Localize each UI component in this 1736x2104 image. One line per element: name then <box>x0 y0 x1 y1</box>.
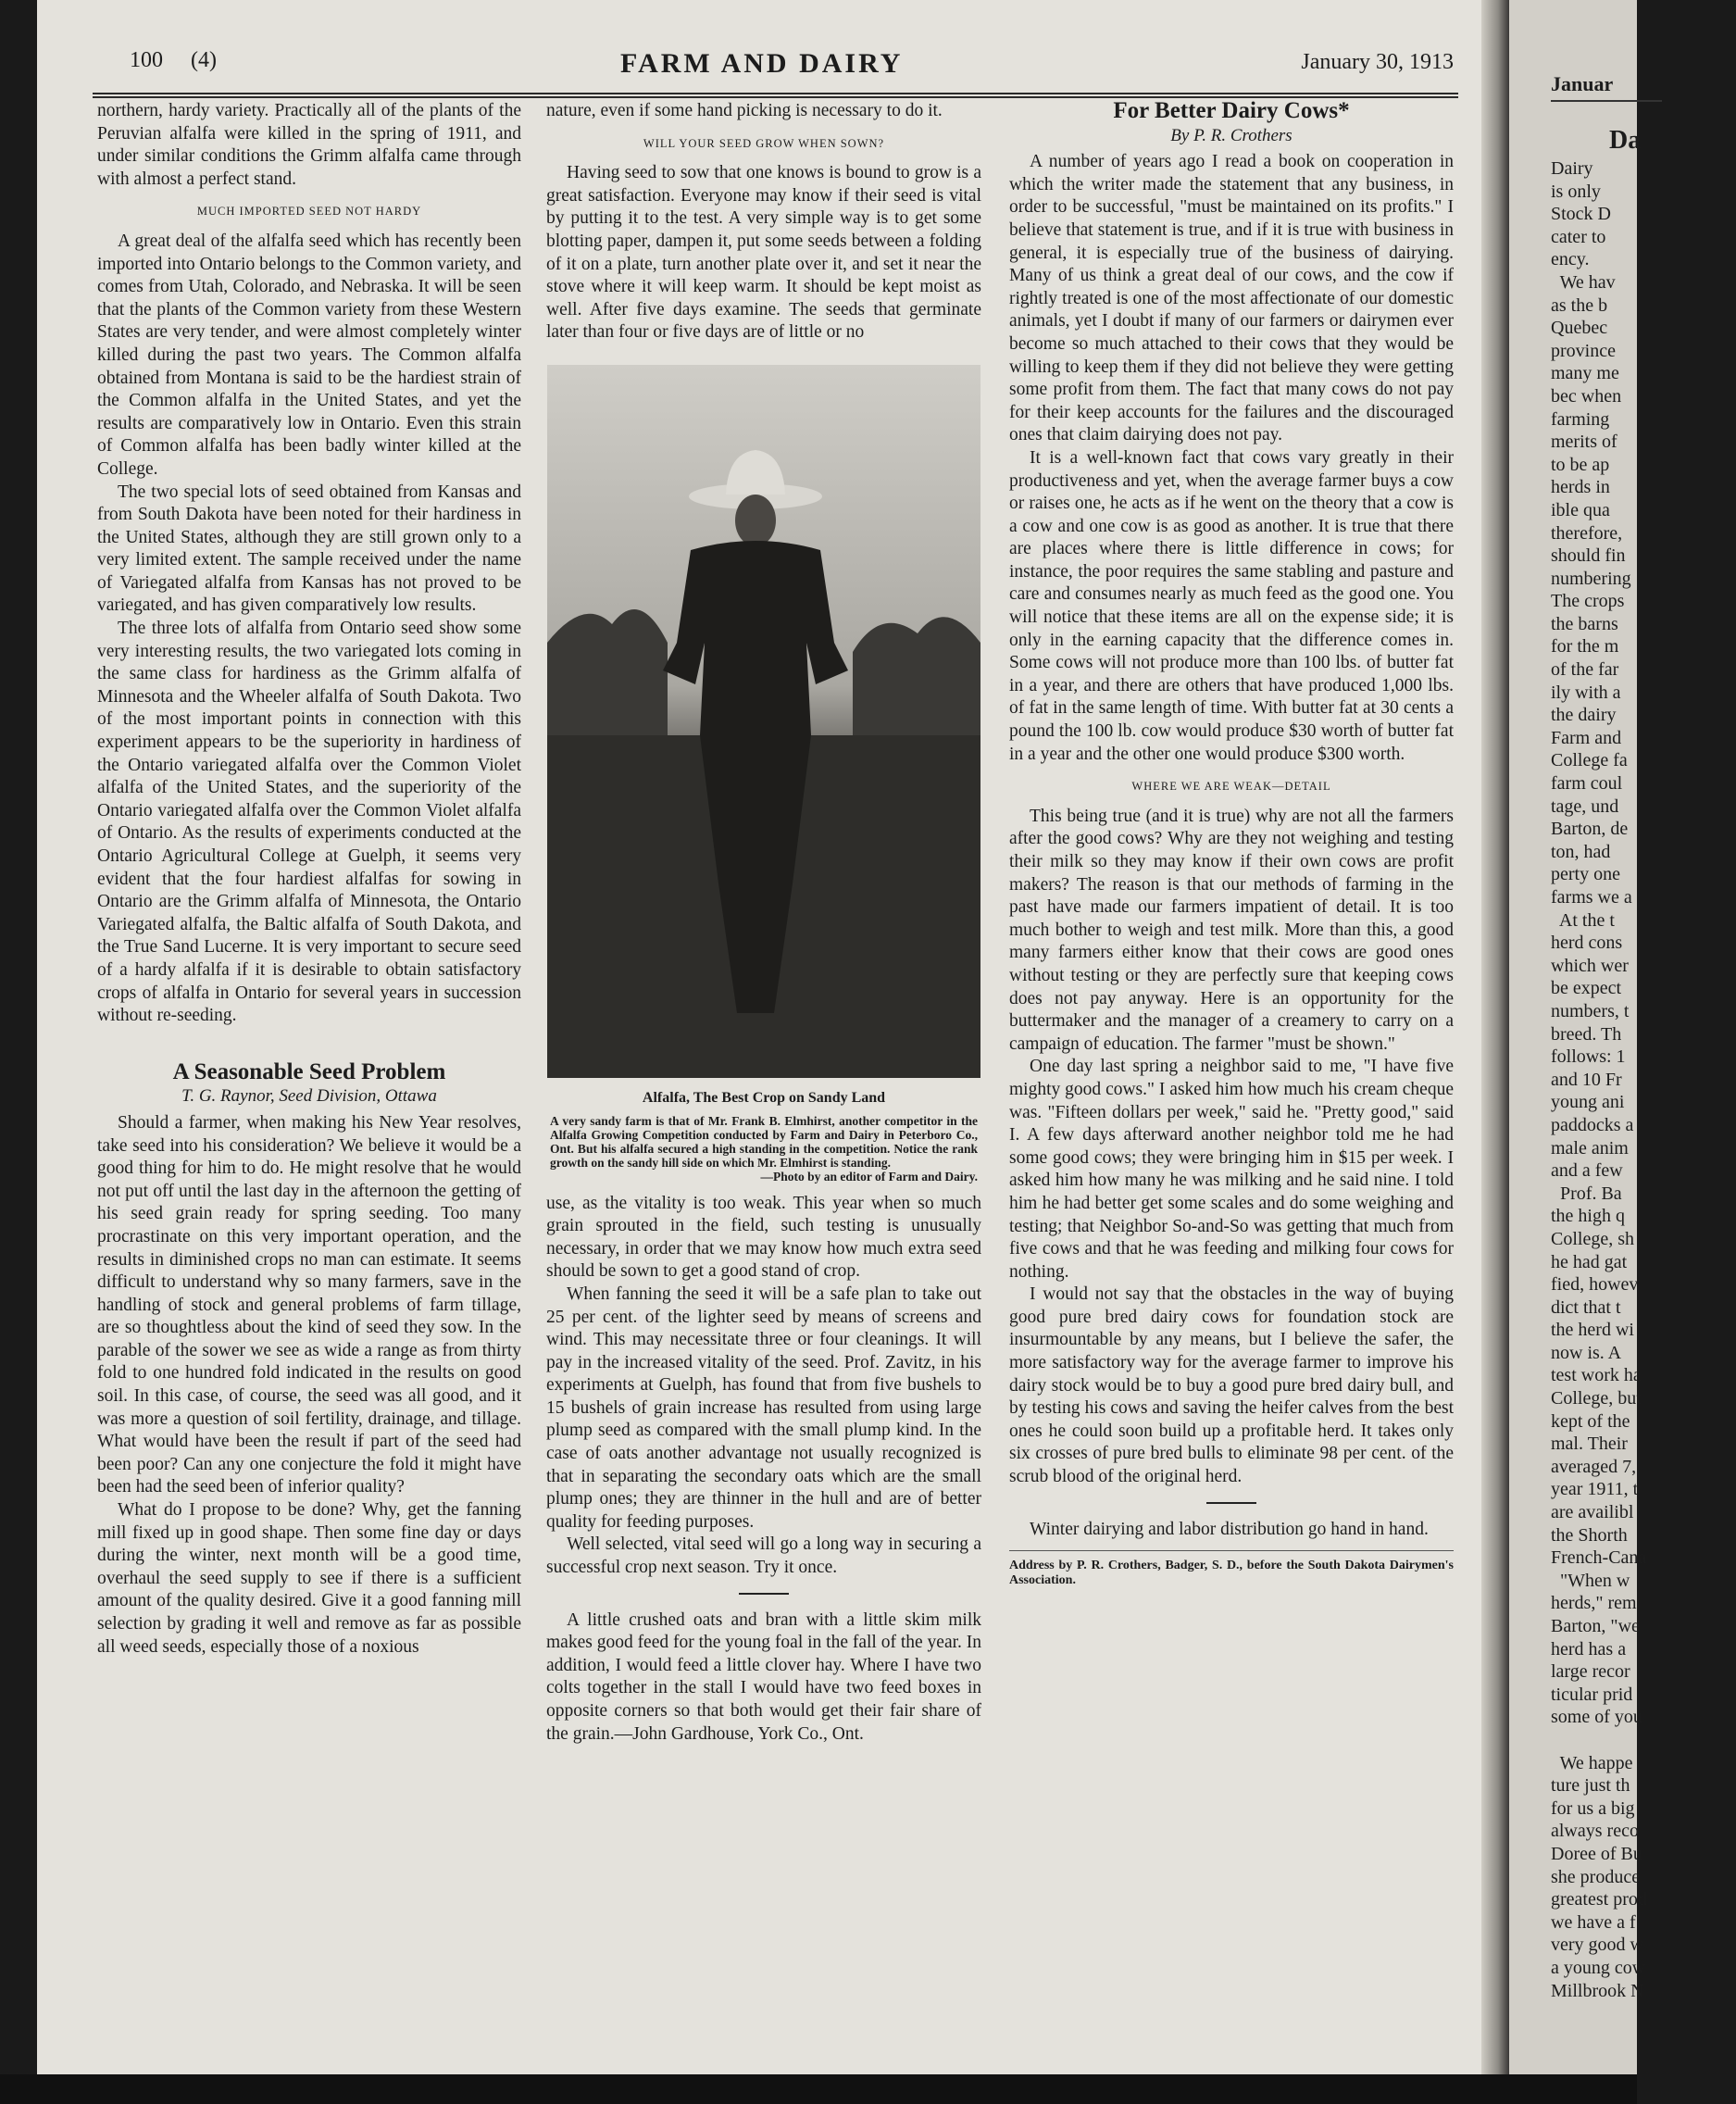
paragraph: Having seed to sow that one knows is bound to grow is a great satisfaction. Everyone may know if their seed is vital by putting it to the test. A very simple way is to get some blotting paper, dampen it, put some seeds between a folding of it on a plate, turn another plate over it, and set it near the stove where it will keep warm. It should be kept moist as well. After five days examine. The seeds that germinate later than four or five days are of little or no <box>546 163 981 343</box>
scan-bottom-edge <box>0 2074 1637 2104</box>
photo-caption-title: Alfalfa, The Best Crop on Sandy Land <box>642 1089 886 1106</box>
paragraph: The two special lots of seed obtained from Kansas and from South Dakota have been noted for their hardiness in the United States, although they are still grown only to a very limited extent. The sample received under the name of Variegated alfalfa from Kansas has not proved to be variegated, and has given comparatively low results. <box>97 482 521 616</box>
section-subhead: WILL YOUR SEED GROW WHEN SOWN? <box>643 136 885 150</box>
adjacent-page <box>1509 0 1647 2104</box>
article-byline: T. G. Raynor, Seed Division, Ottawa <box>181 1086 437 1107</box>
paragraph: nature, even if some hand picking is necessary to do it. <box>546 101 943 120</box>
newspaper-title: FARM AND DAIRY <box>620 48 904 79</box>
paragraph: The three lots of alfalfa from Ontario seed show some very interesting results, the two variegated lots coming in the same class for hardiness as the Grimm alfalfa of Minnesota and the Wheeler alfalfa of South Dakota. Two of the most important points in connection with this experiment appears to be the superiority in hardiness of the Ontario variegated alfalfa over the Common Violet alfalfa of the United States, and the superiority of the Ontario variegated alfalfa over the Common Violet alfalfa of Ontario. As the results of experiments conducted at the Ontario Agricultural College at Guelph, it seems very evident that the four hardiest alfalfas for sowing in Ontario are the Grimm alfalfa of Minnesota, the Ontario Variegated alfalfa, the Baltic alfalfa of South Dakota, and the True Sand Lucerne. It is very important to secure seed of a hardy alfalfa if it is desirable to obtain satisfactory crops of alfalfa in Ontario for several years in succession without re-seeding. <box>97 619 521 1026</box>
adjacent-page-title: Da <box>1609 126 1642 155</box>
issue-date: January 30, 1913 <box>1301 50 1454 74</box>
photo-caption: A very sandy farm is that of Mr. Frank B. Elmhirst, another competitor in the Alfalfa Growing Competition conducted by Farm and Dairy in Peterboro Co., Ont. But his alfalfa secured a high standing in the competition. Notice the rank growth on the sandy hill side on which Mr. Elmhirst is standing. —Photo by an editor of Farm and Dairy. <box>550 1113 978 1184</box>
paragraph: One day last spring a neighbor said to me, "I have five mighty good cows." I asked him how much his cream cheque was. "Fifteen dollars per week," said he. "Pretty good," said I. A few days afterward another neighbor told me he had some good cows; they were bringing him in $15 per week. I asked him how many he was milking and he said nine. I told him he had better get some scales and do some weighing and testing; that Neighbor So-and-So was getting that much from five cows and that he was feeding and milking four cows for nothing. <box>1009 1057 1454 1282</box>
article-byline: By P. R. Crothers <box>1170 125 1293 145</box>
adjacent-page-rule <box>1551 100 1662 102</box>
page-number: 100 (4) <box>130 48 217 72</box>
paragraph: use, as the vitality is too weak. This year when so much grain sprouted in the field, such testing is unusually necessary, in order that we may know how much extra seed should be sown to get a good stand of crop. <box>546 1193 981 1282</box>
masthead <box>130 48 1454 80</box>
photo-credit: —Photo by an editor of Farm and Dairy. <box>760 1169 978 1184</box>
farmer-photo-illustration <box>547 365 980 1078</box>
section-separator <box>739 1593 789 1595</box>
paragraph: When fanning the seed it will be a safe plan to take out 25 per cent. of the lighter seed by means of screens and wind. This may necessitate three or four cleanings. It will pay in the increased vitality of the seed. Prof. Zavitz, in his experiments at Guelph, has found that from five bushels to 15 bushels of grain increase has resulted from using large plump seed as compared with the small plump kind. In the case of oats another advantage not usually recognized is that in separating the secondary oats which are the small plump ones; they are thinner in the hull and are of better quality for feeding purposes. <box>546 1284 981 1532</box>
photograph-farmer-in-alfalfa <box>547 365 980 1078</box>
column-3 <box>1009 100 1454 1588</box>
paragraph: This being true (and it is true) why are not all the farmers after the good cows? Why are they not weighing and testing their milk so they may know if their own cows are profit makers? The reason is that our methods of farming in the past have made our farmers impatient of detail. It is too much bother to weigh and test milk. More than this, a good many farmers either know that their cows are good ones without testing or they are perfectly sure that keeping cows does not pay anyway. Here is an opportunity for the buttermaker and the manager of a creamery to carry on a campaign of education. The farmer "must be shown." <box>1009 806 1454 1054</box>
paragraph: I would not say that the obstacles in the way of buying good pure bred dairy cows for foundation stock are insurmountable by any means, but I believe the safer, the more satisfactory way for the average farmer to improve his dairy stock would be to buy a good pure bred dairy bull, and by testing his cows and saving the heifer calves from the best ones he could soon build up a profitable herd. It takes only six crosses of pure bred bulls to eliminate 98 per cent. of the scrub blood of the original herd. <box>1009 1284 1454 1487</box>
paragraph: A great deal of the alfalfa seed which has recently been imported into Ontario belongs to the Common variety, and comes from Utah, Colorado, and Nebraska. It will be seen that the plants of the Common variety from these Western States are very tender, and were almost completely winter killed during the past two years. The Common alfalfa obtained from Montana is said to be the hardiest strain of the Common alfalfa in the United States, and yet the results are comparatively low in Ontario. Even this strain of Common alfalfa has been badly winter killed at the College. <box>97 231 521 479</box>
paragraph: What do I propose to be done? Why, get the fanning mill fixed up in good shape. Then some fine day or days during the winter, next month will be a good time, overhaul the seed supply to see if there is a sufficient amount of the quality desired. Give it a good fanning mill selection by grading it well and remove as far as possible all weed seeds, especially those of a noxious <box>97 1500 521 1657</box>
paragraph: It is a well-known fact that cows vary greatly in their productiveness and yet, when the average farmer buys a cow or raises one, he acts as if he went on the theory that a cow is a cow and one cow is as good as another. It is true that there are places where there is little difference in cows; for instance, the poor requires the same stabling and pasture and care and consumes nearly as much feed as the good one. You will notice that these items are all on the expense side; it is only in the earning capacity that the difference comes in. Some cows will not produce more than 100 lbs. of butter fat in a year, and there are others that have produced 1,000 lbs. of fat in the same length of time. With butter fat at 30 cents a pound the 100 lb. cow would produce $30 worth of butter fat in a year and the other one would produce $300 worth. <box>1009 447 1454 764</box>
footnote: Address by P. R. Crothers, Badger, S. D., before the South Dakota Dairymen's Association. <box>1009 1550 1454 1588</box>
paragraph: Winter dairying and labor distribution go hand in hand. <box>1030 1519 1429 1539</box>
article-title: For Better Dairy Cows* <box>1113 98 1350 123</box>
paragraph: northern, hardy variety. Practically all of the plants of the Peruvian alfalfa were killed in the spring of 1911, and under similar conditions the Grimm alfalfa came through with almost a perfect stand. <box>97 101 521 189</box>
article-title: A Seasonable Seed Problem <box>172 1058 446 1084</box>
paragraph: A little crushed oats and bran with a little skim milk makes good feed for the young foal in the fall of the year. In addition, I would feed a little clover hay. Where I have two colts together in the stall I would have two feed boxes in opposite corners so that both would get their fair share of the grain.—John Gardhouse, York Co., Ont. <box>546 1609 982 1744</box>
paragraph: Well selected, vital seed will go a long way in securing a successful crop next season. Try it once. <box>546 1534 981 1578</box>
section-subhead: MUCH IMPORTED SEED NOT HARDY <box>196 205 422 219</box>
paragraph: Should a farmer, when making his New Year resolves, take seed into his consideration? We believe it would be a good thing for him to do. He might resolve that he would not put off until the last day in the afternoon the getting of his seed grain ready for spring seeding. Too many procrastinate on this very important operation, and the results in diminished crops no man can estimate. It seems difficult to understand why so many farmers, save in the handling of stock and general problems of farm tillage, are so thoughtless about the kind of seed they sow. In the parable of the sower we see as wide a range as from thirty fold to one hundred fold indicated in the results on good soil. In this case, of course, the seed was all good, and it was more a question of soil fertility, drainage, and tillage. What would have been the result if part of the seed had been poor? Can any one conjecture the fold it might have been had the seed been of inferior quality? <box>97 1112 521 1497</box>
section-separator <box>1206 1502 1256 1504</box>
masthead-rule <box>93 93 1458 94</box>
column-1 <box>97 100 521 1659</box>
column-2 <box>546 100 981 1746</box>
adjacent-page-header: Januar <box>1551 72 1614 95</box>
paragraph: A number of years ago I read a book on cooperation in which the writer made the statement that any business, in order to be successful, "must be maintained on its profits." I believe that statement is true, and if it is true with business in general, it is especially true of the business of dairying. Many of us think a great deal of our cows, and the cow if rightly treated is one of the most affectionate of our domestic animals, yet I doubt if many of our farmers or dairymen ever become so much attached to their cows that they would be willing to keep them if they did not believe they were getting some profit from them. The fact that many cows do not pay for their keep accounts for the failures and the discouraged ones that claim dairying does not pay. <box>1009 152 1454 445</box>
adjacent-page-text: Dairy is only Stock D cater to ency. We hav as the b Quebec province many me bec when farming merits of to be ap herds in ible qua therefore, should fin numbering The crops the barns for the m of the far ily with a the dairy Farm and College fa farm coul tage, und Barton, de ton, had perty one farms we a At the t herd cons which wer be expect numbers, t breed. Th follows: 1 and 10 Fr young ani paddocks a male anim and a few Prof. Ba the high q College, sh he had gat fied, howev dict that t the herd wi now is. A test work ha College, but kept of the mal. Their averaged 7, year 1911, t are availibl the Shorth French-Cana "When w herds," rem Barton, "we herd has a large recor ticular prid some of you We happe ture just th for us a big always reco Doree of Bu she produce greatest prod we have a f very good w a young cow Millbrook N <box>1551 158 1647 2001</box>
page-fold-shadow <box>1481 0 1509 2104</box>
section-subhead: WHERE WE ARE WEAK—DETAIL <box>1131 780 1331 794</box>
